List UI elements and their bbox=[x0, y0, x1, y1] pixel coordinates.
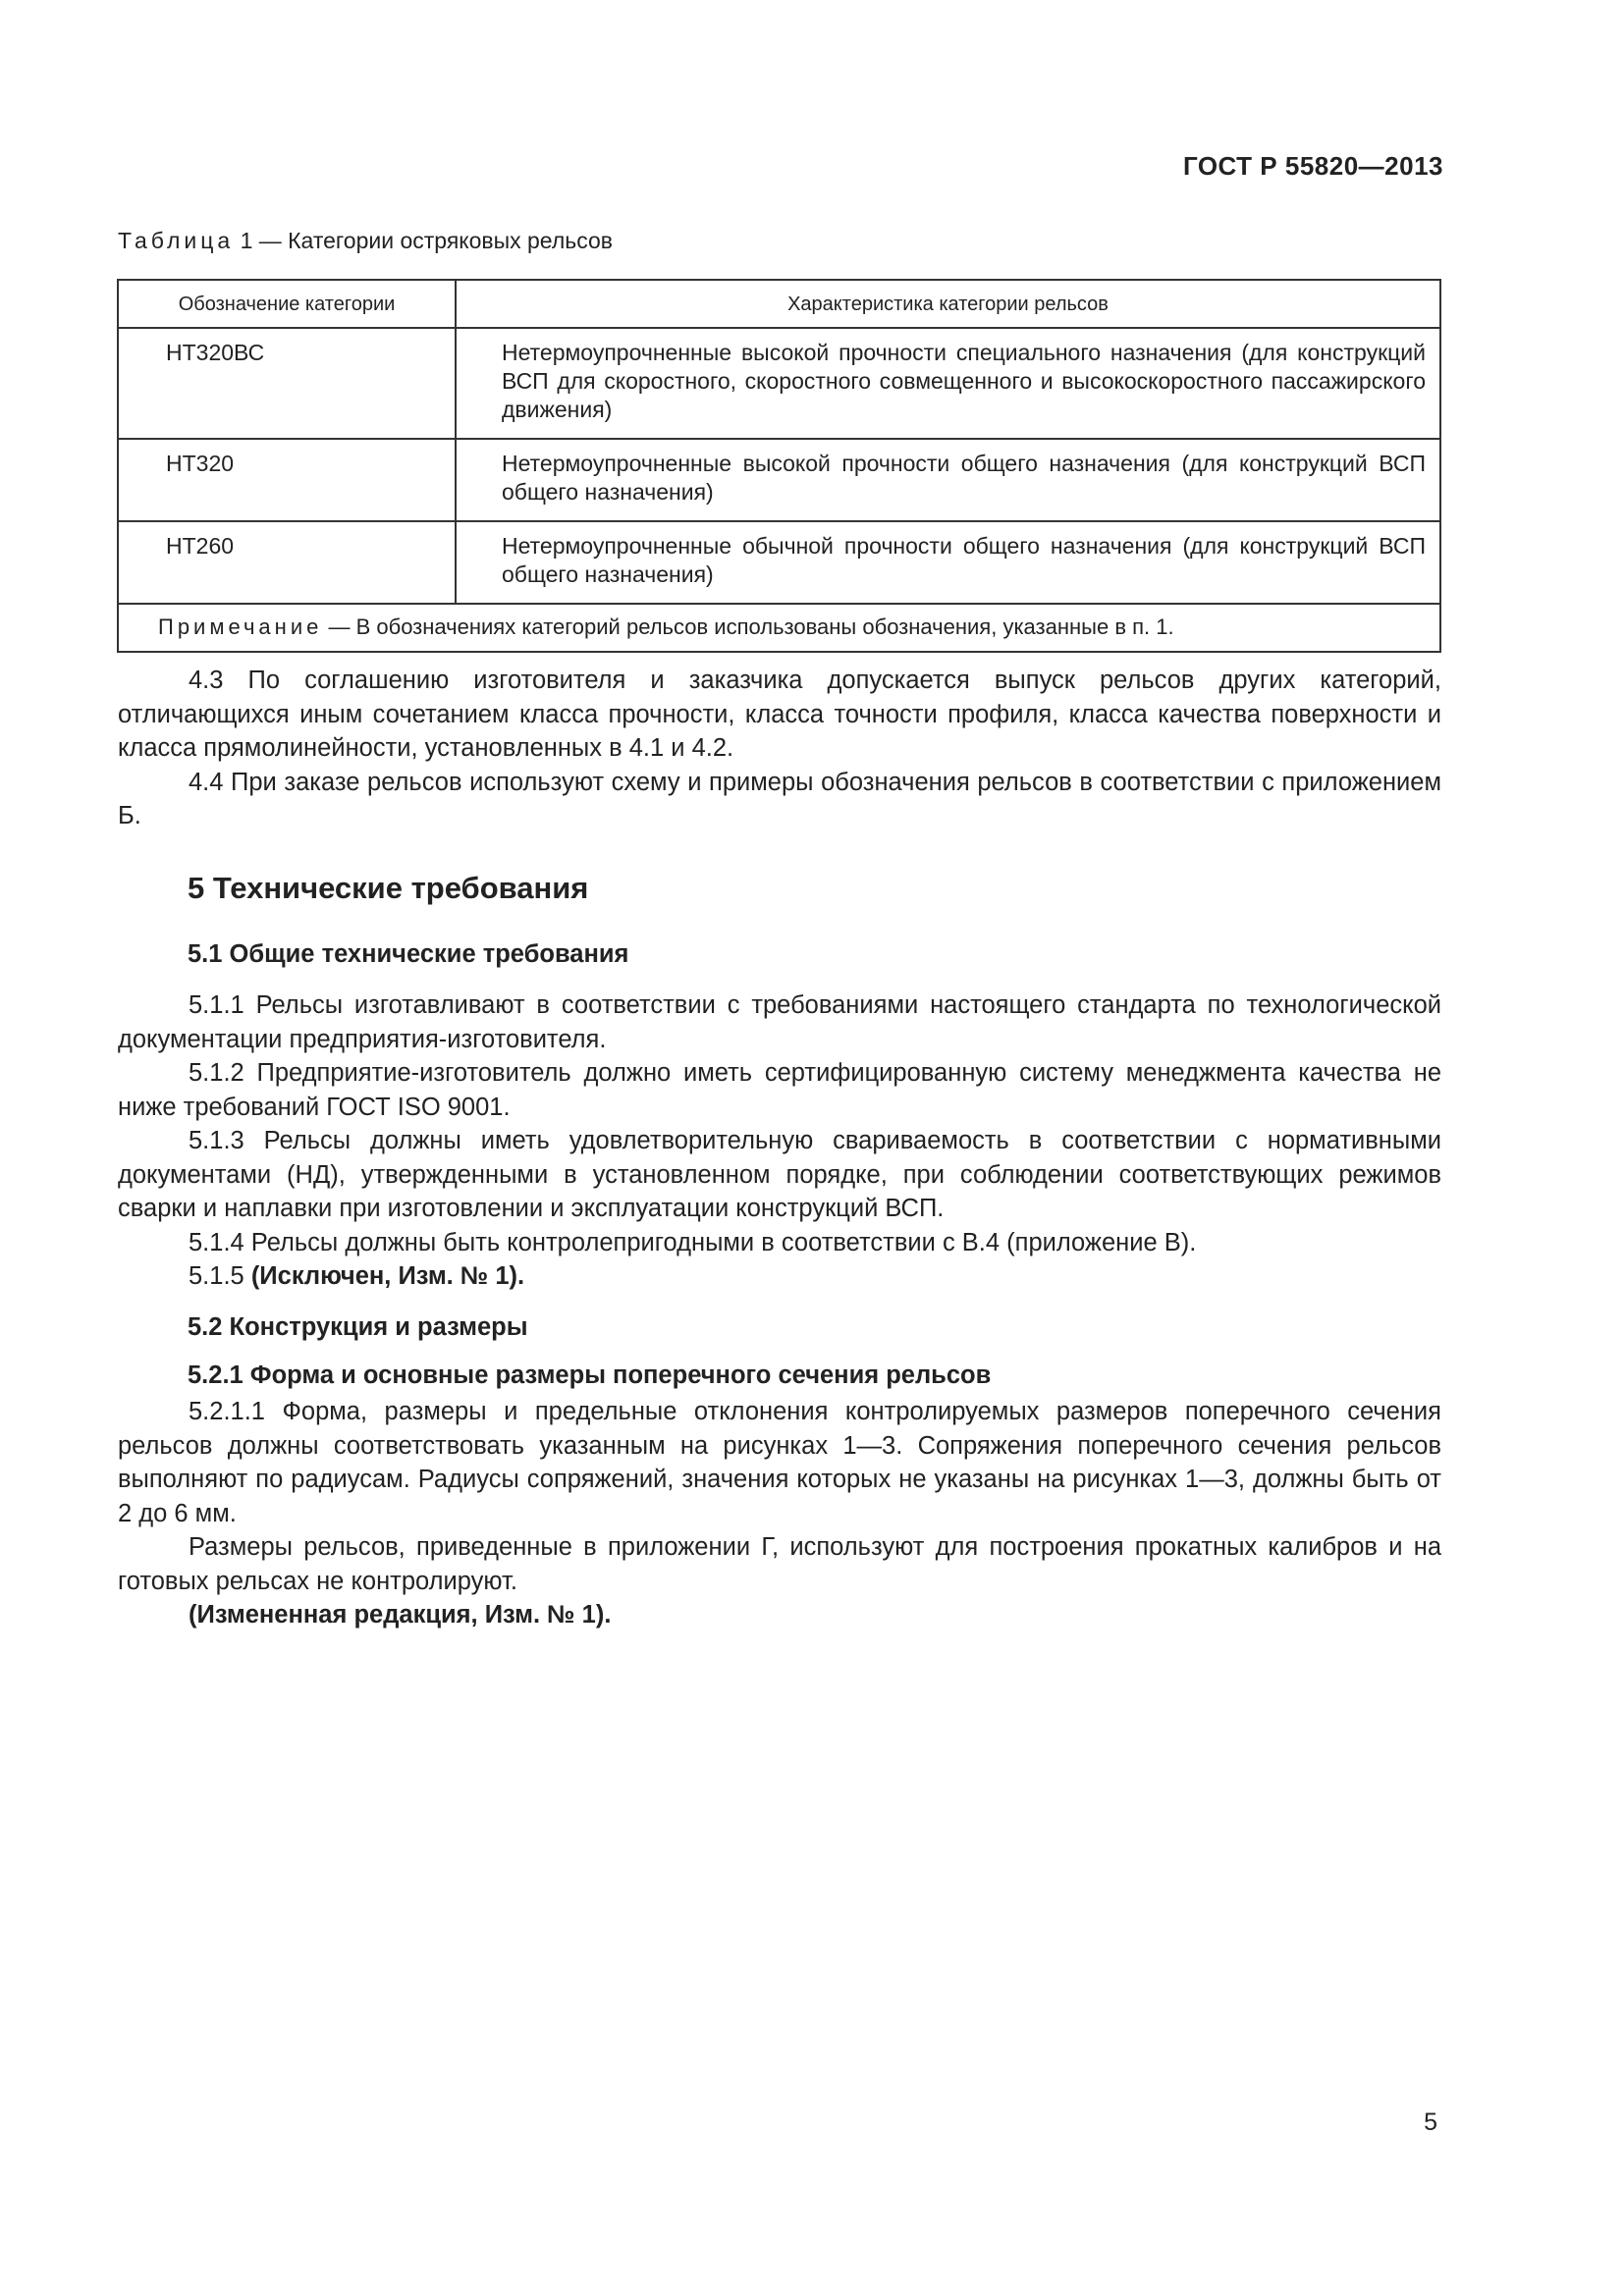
subsection-5-2-1-body bbox=[118, 1395, 1441, 1632]
table-note-row bbox=[118, 604, 1440, 652]
table-header-row bbox=[118, 280, 1440, 328]
paragraph-5-1-4: 5.1.4 Рельсы должны быть контролепригодными в соответствии с В.4 (приложение В). bbox=[189, 1228, 1197, 1256]
standard-code: ГОСТ Р 55820—2013 bbox=[1182, 151, 1443, 181]
table-caption-label: Таблица bbox=[118, 228, 235, 253]
col-header-code: Обозначение категории bbox=[118, 280, 456, 328]
page-number: 5 bbox=[1424, 2109, 1437, 2136]
subsection-5-1-title: 5.1 Общие технические требования bbox=[188, 940, 629, 968]
paragraph-5-1-2: 5.1.2 Предприятие-изготовитель должно иметь сертифицированную систему менеджмента качества не ниже требований ГОСТ ISO 9001. bbox=[118, 1059, 1441, 1121]
categories-table bbox=[117, 279, 1441, 653]
paragraph-5-2-1-1: 5.2.1.1 Форма, размеры и предельные отклонения контролируемых размеров поперечного сечения рельсов должны соответствовать указанным на рисунках 1—3. Сопряжения поперечного сечения рельсов выполняют по радиусам. Радиусы сопряжений, значения которых не указаны на рисунках 1—3, должны быть от 2 до 6 мм. bbox=[118, 1398, 1441, 1527]
table-row bbox=[118, 439, 1440, 521]
table-row bbox=[118, 521, 1440, 604]
subsection-5-1-body bbox=[118, 988, 1441, 1294]
paragraph-5-1-5-status: (Исключен, Изм. № 1). bbox=[250, 1262, 525, 1290]
category-desc bbox=[456, 328, 1440, 439]
category-desc-text: Нетермоупрочненные высокой прочности общего назначения (для конструкций ВСП общего назначения) bbox=[502, 451, 1426, 505]
col-header-desc: Характеристика категории рельсов bbox=[456, 280, 1440, 328]
subsection-5-2-1-title: 5.2.1 Форма и основные размеры поперечного сечения рельсов bbox=[188, 1362, 992, 1389]
table-caption bbox=[118, 228, 613, 254]
paragraph-4-4: 4.4 При заказе рельсов используют схему и примеры обозначения рельсов в соответствии с приложением Б. bbox=[118, 768, 1441, 829]
note-label: Примечание bbox=[158, 614, 323, 639]
paragraph-5-1-5-number: 5.1.5 bbox=[189, 1262, 251, 1290]
table-caption-text: 1 — Категории остряковых рельсов bbox=[240, 228, 614, 253]
intro-paragraphs bbox=[118, 664, 1441, 833]
paragraph-dimensions: Размеры рельсов, приведенные в приложении Г, используют для построения прокатных калибров и на готовых рельсах не контролируют. bbox=[118, 1533, 1441, 1595]
category-desc-text: Нетермоупрочненные высокой прочности специального назначения (для конструкций ВСП для скоростного, скоростного совмещенного и высокоскоростного пассажирского движения) bbox=[502, 340, 1426, 422]
category-code: НТ320ВС bbox=[118, 328, 456, 439]
category-code: НТ320 bbox=[118, 439, 456, 521]
section-5-title: 5 Технические требования bbox=[188, 871, 589, 905]
category-desc bbox=[456, 439, 1440, 521]
category-desc bbox=[456, 521, 1440, 604]
paragraph-5-1-5 bbox=[118, 1259, 1441, 1294]
paragraph-5-1-3: 5.1.3 Рельсы должны иметь удовлетворительную свариваемость в соответствии с нормативными документами (НД), утвержденными в установленном порядке, при соблюдении соответствующих режимов сварки и наплавки при изготовлении и эксплуатации конструкций ВСП. bbox=[118, 1127, 1441, 1222]
category-code: НТ260 bbox=[118, 521, 456, 604]
table-note bbox=[118, 604, 1440, 652]
table-row bbox=[118, 328, 1440, 439]
category-desc-text: Нетермоупрочненные обычной прочности общего назначения (для конструкций ВСП общего назначения) bbox=[502, 533, 1426, 587]
paragraph-5-1-1: 5.1.1 Рельсы изготавливают в соответствии с требованиями настоящего стандарта по технологической документации предприятия-изготовителя. bbox=[118, 991, 1441, 1053]
subsection-5-2-title: 5.2 Конструкция и размеры bbox=[188, 1313, 528, 1341]
note-text: — В обозначениях категорий рельсов использованы обозначения, указанные в п. 1. bbox=[322, 614, 1174, 639]
paragraph-4-3: 4.3 По соглашению изготовителя и заказчика допускается выпуск рельсов других категорий, отличающихся иным сочетанием класса прочности, класса точности профиля, класса качества поверхности и класса прямолинейности, установленных в 4.1 и 4.2. bbox=[118, 667, 1441, 762]
edition-note: (Измененная редакция, Изм. № 1). bbox=[189, 1601, 612, 1629]
